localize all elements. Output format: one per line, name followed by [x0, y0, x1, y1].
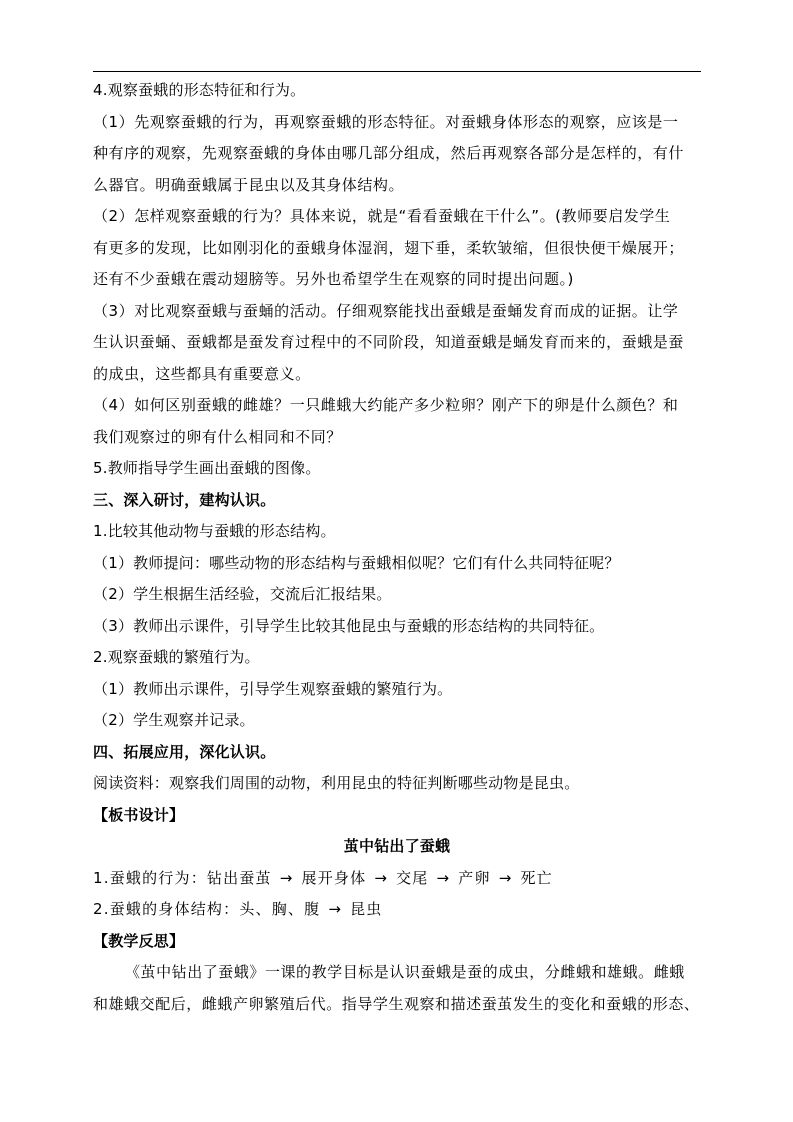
list-item: 5.教师指导学生画出蚕蛾的图像。 [93, 459, 321, 477]
paragraph-line: （3）对比观察蚕蛾与蚕蛹的活动。仔细观察能找出蚕蛾是蚕蛹发育而成的证据。让学 [93, 301, 679, 320]
board-line-behavior [93, 863, 701, 895]
board-parts: 头、胸、腹 [239, 900, 321, 918]
arrow-icon: → [374, 868, 389, 887]
list-item: （3）教师出示课件，引导学生比较其他昆虫与蚕蛾的形态结构的共同特征。 [93, 616, 605, 635]
arrow-icon: → [279, 868, 294, 887]
arrow-icon: → [436, 868, 451, 887]
paragraph-line: 么器官。明确蚕蛾属于昆虫以及其身体结构。 [93, 175, 405, 194]
header-rule [93, 71, 701, 72]
board-step: 钻出蚕茧 [206, 868, 272, 887]
paragraph-line: 我们观察过的卵有什么相同和不同？ [93, 427, 342, 446]
document-body [93, 75, 701, 1020]
board-step: 死亡 [520, 868, 553, 887]
paragraph-line: 和雄蛾交配后，雌蛾产卵繁殖后代。指导学生观察和描述蚕茧发生的变化和蚕蛾的形态、 [93, 994, 700, 1013]
paragraph-line: 有更多的发现，比如刚羽化的蚕蛾身体湿润，翅下垂，柔软皱缩，但很快便干燥展开； [93, 238, 684, 257]
paragraph-line: （2）怎样观察蚕蛾的行为？具体来说，就是“看看蚕蛾在干什么”。(教师要启发学生 [93, 207, 671, 225]
list-item: （2）学生观察并记录。 [93, 711, 255, 729]
board-line-structure [93, 894, 701, 926]
paragraph-line: 阅读资料：观察我们周围的动物，利用昆虫的特征判断哪些动物是昆虫。 [93, 774, 580, 792]
paragraph-line: 种有序的观察，先观察蚕蛾的身体由哪几部分组成，然后再观察各部分是怎样的，有什 [93, 144, 684, 162]
list-item: （1）教师提问：哪些动物的形态结构与蚕蛾相似呢？它们有什么共同特征呢？ [93, 553, 620, 572]
board-result: 昆虫 [350, 900, 383, 918]
paragraph-line: （4）如何区别蚕蛾的雌雄？一只雌蛾大约能产多少粒卵？刚产下的卵是什么颜色？和 [93, 396, 679, 414]
arrow-icon: → [498, 868, 513, 887]
list-item: 2.观察蚕蛾的繁殖行为。 [93, 648, 260, 666]
board-label: 2.蚕蛾的身体结构： [93, 900, 240, 918]
board-title: 茧中钻出了蚕蛾 [343, 837, 451, 855]
list-item: （2）学生根据生活经验，交流后汇报结果。 [93, 585, 392, 603]
list-item: （1）教师出示课件，引导学生观察蚕蛾的繁殖行为。 [93, 679, 453, 698]
section-heading: 四、拓展应用，深化认识。 [93, 742, 276, 761]
paragraph-line: 还有不少蚕蛾在震动翅膀等。另外也希望学生在观察的同时提出问题。) [93, 270, 574, 288]
board-label: 1.蚕蛾的行为： [93, 868, 207, 887]
paragraph-line: 的成虫，这些都具有重要意义。 [93, 364, 311, 383]
board-design-heading: 【板书设计】 [93, 805, 185, 824]
list-item: 4.观察蚕蛾的形态特征和行为。 [93, 81, 306, 99]
paragraph-line: （1）先观察蚕蛾的行为，再观察蚕蛾的形态特征。对蚕蛾身体形态的观察，应该是一 [93, 112, 679, 131]
board-step: 展开身体 [301, 868, 367, 887]
paragraph-line: 《茧中钻出了蚕蛾》一课的教学目标是认识蚕蛾是蚕的成虫，分雌蛾和雄蛾。雌蛾 [125, 963, 685, 981]
list-item: 1.比较其他动物与蚕蛾的形态结构。 [93, 522, 336, 540]
paragraph-line: 生认识蚕蛹、蚕蛾都是蚕发育过程中的不同阶段，知道蚕蛾是蛹发育而来的，蚕蛾是蚕 [93, 333, 684, 351]
board-step: 交尾 [396, 868, 429, 887]
reflection-heading: 【教学反思】 [93, 931, 185, 950]
board-step: 产卵 [458, 868, 491, 887]
section-heading: 三、深入研讨，建构认识。 [93, 490, 276, 509]
arrow-icon: → [328, 900, 343, 918]
